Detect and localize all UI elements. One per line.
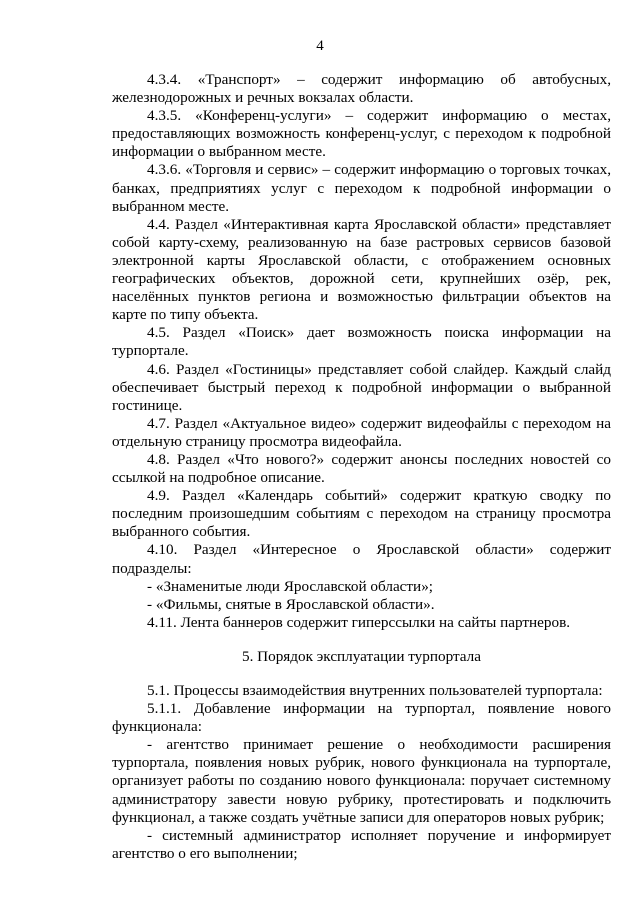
paragraph-4-11: 4.11. Лента баннеров содержит гиперссылки на сайты партнеров. bbox=[147, 613, 571, 631]
paragraph-4-10: 4.10. Раздел «Интересное о Ярославской области» содержит подразделы: bbox=[112, 541, 611, 577]
paragraph-5-1-1: 5.1.1. Добавление информации на турпортал, появление нового функционала: bbox=[112, 700, 611, 736]
page-number: 4 bbox=[316, 38, 324, 54]
paragraph-4-5: 4.5. Раздел «Поиск» дает возможность поиска информации на турпортале. bbox=[112, 324, 611, 360]
paragraph-4-9: 4.9. Раздел «Календарь событий» содержит краткую сводку по последним произошедшим событиям с переходом на страницу просмотра выбранного события. bbox=[112, 487, 611, 541]
paragraph-4-3-4: 4.3.4. «Транспорт» – содержит информацию об автобусных, железнодорожных и речных вокзалах области. bbox=[112, 71, 611, 107]
paragraph-4-8: 4.8. Раздел «Что нового?» содержит анонсы последних новостей со ссылкой на подробное описание. bbox=[112, 450, 611, 487]
paragraph-4-4: 4.4. Раздел «Интерактивная карта Ярославской области» представляет собой карту-схему, реализованную на базе растровых сервисов базовой электронной карты Ярославской области, с отображением основных географических объектов, дорожной сети, крупнейших озёр, рек, населённых пунктов региона и возможностью фильтрации объектов на карте по типу объекта. bbox=[112, 215, 611, 324]
list-item-famous-people: - «Знаменитые люди Ярославской области»; bbox=[147, 577, 434, 595]
section-heading: 5. Порядок эксплуатации турпортала bbox=[241, 647, 482, 665]
list-item-agency-decision: - агентство принимает решение о необходимости расширения турпортала, появления новых рубрик, нового функционала на турпортале, организует работы по созданию нового функционала: поручает системному администратору завести новую рубрику, протестировать и подключить функционал, а также создать учётные записи для операторов новых рубрик; bbox=[112, 736, 611, 826]
paragraph-4-3-5: 4.3.5. «Конференц-услуги» – содержит информацию о местах, предоставляющих возможность конференц-услуг, с переходом к подробной информации о выбранном месте. bbox=[112, 107, 611, 161]
list-item-sysadmin-execution: - системный администратор исполняет поручение и информирует агентство о его выполнении; bbox=[112, 826, 611, 862]
document-body bbox=[112, 71, 611, 863]
paragraph-4-6: 4.6. Раздел «Гостиницы» представляет собой слайдер. Каждый слайд обеспечивает быстрый переход к подробной информации о выбранной гостинице. bbox=[112, 360, 611, 414]
list-item-films: - «Фильмы, снятые в Ярославской области». bbox=[147, 595, 435, 613]
paragraph-4-3-6: 4.3.6. «Торговля и сервис» – содержит информацию о торговых точках, банках, предприятиях услуг с переходом к подробной информации о выбранном месте. bbox=[112, 161, 611, 215]
paragraph-5-1: 5.1. Процессы взаимодействия внутренних пользователей турпортала: bbox=[147, 682, 603, 699]
paragraph-4-7: 4.7. Раздел «Актуальное видео» содержит видеофайлы с переходом на отдельную страницу просмотра видеофайла. bbox=[112, 414, 611, 450]
